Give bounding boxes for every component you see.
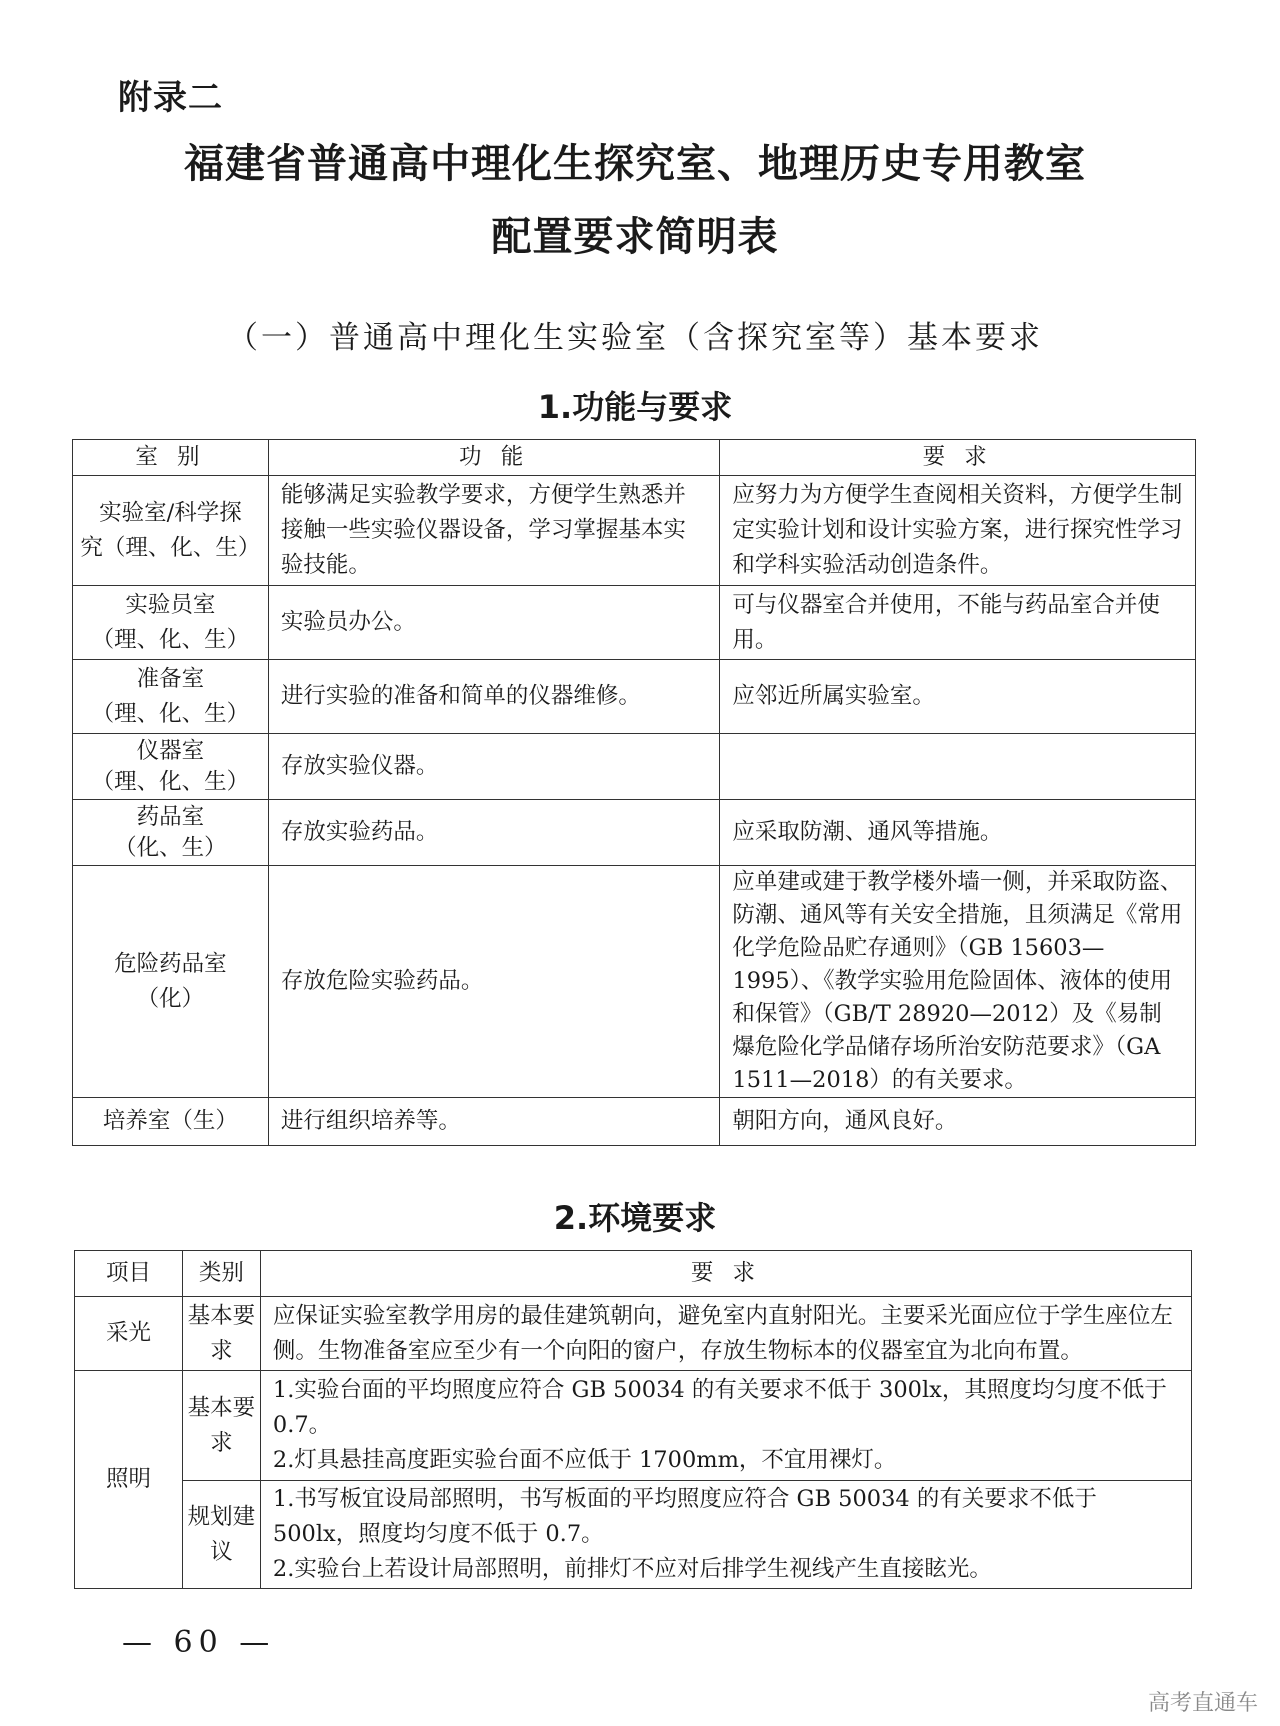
- table-header-row: [75, 1251, 1192, 1297]
- section-subtitle: （一）普通高中理化生实验室（含探究室等）基本要求: [227, 320, 1043, 356]
- room-name: 实验室/科学探: [99, 499, 242, 526]
- requirement-cell: 应单建或建于教学楼外墙一侧，并采取防盗、防潮、通风等有关安全措施，且须满足《常用化学危险品贮存通则》（GB 15603—1995）、《教学实验用危险固体、液体的使用和保管》（GB/T 28920—2012）及《易制爆危险化学品储存场所治安防范要求》（GA 1511—2018）的有关要求。: [720, 866, 1196, 1098]
- table-header-row: [73, 440, 1196, 476]
- header-requirement: 要 求: [260, 1251, 1191, 1297]
- function-cell: 存放危险实验药品。: [268, 866, 720, 1098]
- requirement-line: 1.书写板宜设局部照明，书写板面的平均照度应符合 GB 50034 的有关要求不低于 500lx，照度均匀度不低于 0.7。: [272, 1486, 1097, 1547]
- function-cell: 进行组织培养等。: [268, 1098, 720, 1146]
- room-scope: （化、生）: [114, 834, 227, 861]
- room-scope: （理、化、生）: [91, 768, 250, 795]
- room-name: 危险药品室: [114, 950, 227, 977]
- room-cell: [73, 800, 269, 866]
- requirement-line: 2.灯具悬挂高度距实验台面不应低于 1700mm，不宜用裸灯。: [272, 1447, 897, 1473]
- table-row: [73, 734, 1196, 800]
- requirement-cell: [260, 1481, 1191, 1589]
- room-cell: [73, 476, 269, 586]
- requirement-cell: 应邻近所属实验室。: [720, 660, 1196, 734]
- room-name: 培养室（生）: [102, 1108, 238, 1134]
- table-row: [73, 800, 1196, 866]
- requirement-line: 1.实验台面的平均照度应符合 GB 50034 的有关要求不低于 300lx，其照度均匀度不低于 0.7。: [272, 1377, 1167, 1438]
- room-cell: [73, 1098, 269, 1146]
- room-scope: （理、化、生）: [91, 700, 250, 727]
- room-cell: [73, 734, 269, 800]
- table-row: [75, 1481, 1192, 1589]
- function-cell: 存放实验仪器。: [268, 734, 720, 800]
- function-cell: 能够满足实验教学要求，方便学生熟悉并接触一些实验仪器设备，学习掌握基本实验技能。: [268, 476, 720, 586]
- table-row: [73, 1098, 1196, 1146]
- function-cell: 实验员办公。: [268, 586, 720, 660]
- table-row: [73, 476, 1196, 586]
- room-cell: [73, 866, 269, 1098]
- requirement-cell: 应保证实验室教学用房的最佳建筑朝向，避免室内直射阳光。主要采光面应位于学生座位左侧。生物准备室应至少有一个向阳的窗户，存放生物标本的仪器室宜为北向布置。: [260, 1297, 1191, 1371]
- function-requirements-table: [72, 439, 1196, 1146]
- category-cell: 基本要求: [182, 1297, 260, 1371]
- room-scope: 究（理、化、生）: [80, 534, 261, 561]
- requirement-cell: 应努力为方便学生查阅相关资料，方便学生制定实验计划和设计实验方案，进行探究性学习和学科实验活动创造条件。: [720, 476, 1196, 586]
- page-number: — 60 —: [122, 1625, 276, 1660]
- page-title-line2: 配置要求简明表: [491, 214, 779, 260]
- appendix-label: 附录二: [118, 78, 223, 118]
- header-item: 项目: [75, 1251, 183, 1297]
- room-scope: （理、化、生）: [91, 626, 250, 653]
- room-cell: [73, 586, 269, 660]
- item-illumination: 照明: [75, 1371, 183, 1589]
- table2-heading: 2.环境要求: [553, 1199, 717, 1237]
- table-row: [75, 1371, 1192, 1481]
- room-name: 准备室: [136, 665, 205, 692]
- table-row: [73, 866, 1196, 1098]
- room-cell: [73, 660, 269, 734]
- table-row: [73, 660, 1196, 734]
- function-cell: 进行实验的准备和简单的仪器维修。: [268, 660, 720, 734]
- requirement-cell: [260, 1371, 1191, 1481]
- category-cell: 基本要求: [182, 1371, 260, 1481]
- header-room: 室 别: [73, 440, 269, 476]
- table1-heading: 1.功能与要求: [537, 388, 733, 426]
- table-row: [75, 1297, 1192, 1371]
- page-title-line1: 福建省普通高中理化生探究室、地理历史专用教室: [184, 141, 1086, 187]
- room-name: 实验员室: [125, 591, 216, 618]
- requirement-cell: 朝阳方向，通风良好。: [720, 1098, 1196, 1146]
- header-function: 功 能: [268, 440, 720, 476]
- room-scope: （化）: [136, 985, 205, 1012]
- environment-requirements-table: [74, 1250, 1192, 1589]
- requirement-line: 2.实验台上若设计局部照明，前排灯不应对后排学生视线产生直接眩光。: [272, 1556, 992, 1582]
- watermark-text: 高考直通车: [1147, 1691, 1258, 1716]
- room-name: 药品室: [136, 803, 205, 830]
- header-requirement: 要 求: [720, 440, 1196, 476]
- room-name: 仪器室: [136, 737, 205, 764]
- requirement-cell: [720, 734, 1196, 800]
- item-lighting: 采光: [75, 1297, 183, 1371]
- table-row: [73, 586, 1196, 660]
- requirement-cell: 应采取防潮、通风等措施。: [720, 800, 1196, 866]
- function-cell: 存放实验药品。: [268, 800, 720, 866]
- header-category: 类别: [182, 1251, 260, 1297]
- requirement-cell: 可与仪器室合并使用，不能与药品室合并使用。: [720, 586, 1196, 660]
- category-cell: 规划建议: [182, 1481, 260, 1589]
